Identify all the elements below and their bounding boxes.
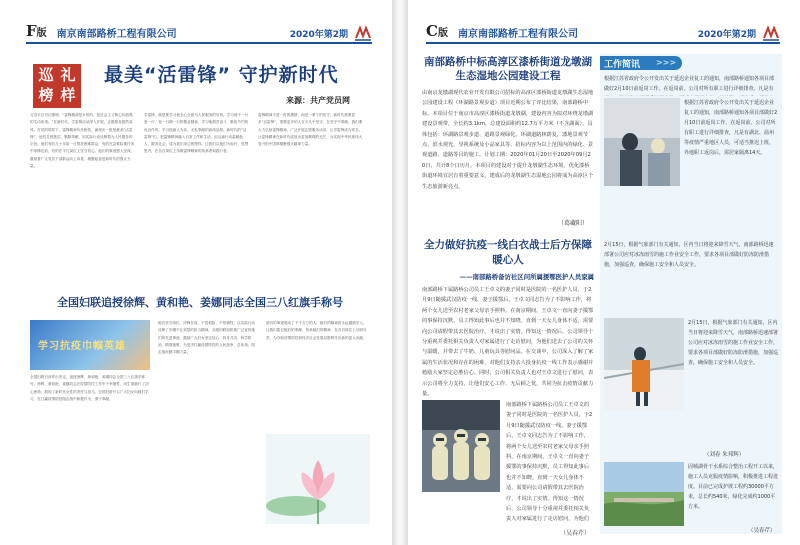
article-subtitle: ——南部路桥备访社区问所属援鄂医护人员家属 xyxy=(459,273,594,281)
news-brief-credit: （刘春 朱邦辉） xyxy=(704,452,745,458)
column-banner xyxy=(600,56,682,70)
article-credit: （吴春芹） xyxy=(560,530,591,537)
photo-caption-text: 学习抗疫巾帼英雄 xyxy=(38,341,126,352)
article-body: 南部路桥下属路桥公司员工王卓文的妻子同时是医院的一名医护人员，于2月9日随援武汉防疫一线。妻子援鄂后，王卓文同志告为了不影响工作，将两个女儿送至农村老家父母亲手照料。在南京期间，王卓文一直向妻子援鄂的事保持沉默，员工得知此事后也并不知晓。直到一天女儿身体不适，需要向公司请假带其去医院治疗，才说出了实情。得知这一情况后，公司领导十分重视并委托相关负责人对家属进行了走访慰问，为他们送去了公司的关怀与温暖，并带去了牛奶、儿童玩具等慰问品。在交谈中，公司深入了解了家属的生活状况和存在的困难，对他们支持亲人投身抗疫一线工作表示感谢并勉励大家坚定必胜信心。同时，公司相关负责人也对王卓文进行了慰问，表示公司将全力支持，让他们安心工作、无后顾之忧，共同为抗击疫情贡献力量。 xyxy=(422,287,594,398)
news-photo xyxy=(604,98,680,186)
article-title: 全力做好抗疫一线白衣战士后方保障暖心人 xyxy=(424,239,592,266)
publication-name: 南京南部路桥工程有限公司 xyxy=(56,29,177,40)
article-column: 全国妇联日前作出决定，追授徐辉、黄和艳、姜娜同志全国三八红旗手称号。徐辉、黄和艳、姜娜同志在疫情防控工作中不幸牺牲，用生命践行了初心使命，展现了新时代女性的责任与担当。全国妇联号召广大妇女向她们学习，在打赢疫情防控阻击战中积极作为、勇于奉献。 xyxy=(30,375,149,401)
article-column: 习近平总书记强调，“雷锋精神是永恒的，是社会主义核心价值观的生动体现。”在新时代，学雷锋活动深入开展，志愿服务蔚然成风。在党的领导下，雷锋精神代代相传，涌现出一批批最美“活雷锋”，他们扎根基层，默默奉献，用实际行动诠释着为人民服务的宗旨。他们有的几十年如一日帮扶困难群众，有的在急难险重任务中冲锋在前，有的在平凡岗位上坚守初心。他们的事迹感人至深，激励着广大党员干部群众向上向善，凝聚起奋进新时代的强大力量。 xyxy=(30,113,135,169)
seal-stamp: 巡 礼 榜 样 xyxy=(33,64,81,108)
column-arrows: >>> xyxy=(656,58,677,67)
news-brief-item: 2月15日，根据气象部门有关通知，区内当日将迎来降雪天气，南部路桥迅速部署公司应对冰冻雨雪的施工作业安全工作，要求各项目部做好防冻防滑措施，加强巡查，确保施工安全和人员安全。 xyxy=(604,242,774,268)
company-logo-icon xyxy=(762,24,780,42)
article-title: 最美“活雷锋” 守护新时代 xyxy=(104,64,339,86)
issue-number: 2020年第2期 xyxy=(697,30,756,40)
page-section-label: F版 xyxy=(26,22,47,40)
article-source: 来源：共产党员网 xyxy=(286,96,350,105)
page-section-label: C版 xyxy=(426,22,448,40)
article-body-continued: 南部路桥下属路桥公司员工王卓文的妻子同时是医院的一名医护人员，于2月9日随援武汉防疫一线。妻子援鄂后，王卓文同志告为了不影响工作，将两个女儿送至农村老家父母亲手照料。在南京期间，王卓文一直向妻子援鄂的事保持沉默，员工得知此事后也并不知晓。直到一天女儿身体不适，需要向公司请假带其去医院治疗，才说出了实情。得知这一情况后，公司领导十分重视并委托相关负责人对家属进行了走访慰问，为他们 xyxy=(506,402,593,523)
article-column: 她们的事迹感动了千千万万的人，她们的精神将永远激励后人。让我们铭记她们的奉献，传承她们的精神，在各自岗位上尽职尽责，为夺取疫情防控和经济社会发展双胜利作出新的更大贡献。 xyxy=(266,321,367,340)
news-brief-item: 根据江苏省政府令公开发出关于延迟企业复工的通知，南部路桥通知各项目部做好2月10日前返岗工作。在返岗前，公司对所有职工进行详细排查，凡是有湖北、温州等疫情严重地区人员，可适当推迟上班，外地职工返岗后，需居家隔离14天。 xyxy=(684,100,778,156)
column-title: 工作简讯 xyxy=(604,60,641,70)
news-photo xyxy=(604,318,684,410)
article-credit: （葛藏阳） xyxy=(558,220,589,227)
article-title: 全国妇联追授徐辉、黄和艳、姜娜同志全国三八红旗手称号 xyxy=(57,296,343,309)
article-photo xyxy=(30,320,150,370)
article-column: 雷锋精神不是一时的激情，而是一辈子的坚守。新时代需要更多“活雷锋”，需要更多的人在平凡中坚守、在坚守中奉献。我们要大力弘扬雷锋精神，广泛开展志愿服务活动，让学雷锋成为常态，让雷锋精神在新时代绽放出更加璀璨的光芒，为实现中华民族伟大复兴的中国梦凝聚强大精神力量。 xyxy=(258,113,363,147)
company-logo-icon xyxy=(354,24,372,42)
lotus-illustration xyxy=(266,434,370,524)
article-title: 南部路桥中标高淳区漆桥街道龙墩湖生态湿地公园建设工程 xyxy=(424,56,592,82)
news-brief-credit: （吴春芹） xyxy=(748,528,776,534)
news-photo xyxy=(604,462,684,526)
news-brief-item: 固城湖骨干水系综合整治工程开工以来，施工人员克服疫情影响，积极推进工程进度。目前已完成护坡工程约30000平方米，总长约540米，绿化完成约1000平方米。 xyxy=(688,464,778,510)
publication-name: 南京南部路桥工程有限公司 xyxy=(457,29,578,40)
article-column: 她们坚守岗位、冲锋在前，不畏艰险、不怕牺牲，以实际行动诠释了巾帼不让须眉的担当精神。各级妇联组织要广泛宣传她们的先进事迹，激励广大妇女坚定信心、同舟共济、科学防治、精准施策，为坚决打赢疫情防控的人民战争、总体战、阻击战贡献巾帼力量。 xyxy=(158,321,256,355)
page-gutter xyxy=(392,0,408,545)
right-page xyxy=(408,0,800,545)
article-column: 学雷锋，就是要学习他全心全意为人民服务的宗旨，学习他干一行爱一行、钻一行精一行的敬业精神，学习他艰苦奋斗、勤俭节约的优良作风，学习他助人为乐、无私奉献的高尚品格。新时代的“活雷锋”们，把雷锋精神融入日常工作和生活，用点滴行动温暖他人、服务社会，成为我们身边的榜样。让我们以他们为标杆，见贤思齐，在各自岗位上争做雷锋精神的传承者和践行者。 xyxy=(144,113,249,154)
news-brief-item: 2月15日，根据气象部门有关通知，区内当日将迎来降雪天气，南部路桥迅速部署公司应对冰冻雨雪的施工作业安全工作，要求各项目部做好防冻防滑措施，加强巡查，确保施工安全和人员安全。 xyxy=(688,320,778,366)
left-page-header xyxy=(26,24,372,44)
issue-number: 2020年第2期 xyxy=(289,30,348,40)
left-page xyxy=(0,0,392,545)
article-body: 由南京龙墩湖现代农业开发有限公司招标的高淳区漆桥街道龙墩湖生态湿地公园建设工程（环湖路景观步道）项目近期公布了评比结果，南部路桥中标。本项目位于南京市高淳区漆桥街道龙墩湖，建设内容为拟对环绕龙墩湖建设景观带，全长约3.1km，总建设面积约12.7万平方米（不含湖面），具体包括：环湖路景观步道、道路景观绿化、环湖道路林荫复，漆地景观节点、滨水观光、导视系统及小品家具等。招标内容为以上范围内的绿化、景观道路、道路等目的施工，计划工期：2020年01月20日至2020年09月20日，共计8个日历月。本项目的建设对于提升龙墩湖生态环境、优化漆桥街道环境宜居有着重要意义，建成后的龙墩湖生态湿地公园将成为高淳区个生态旅游新亮点。 xyxy=(422,90,594,190)
article-photo xyxy=(422,400,500,492)
news-brief-item: 根据江苏省政府令公开发出关于延迟企业复工的通知，南部路桥通知各项目部做好2月10日前返岗工作。在返岗前，公司对所有职工进行详细排查，凡是有 xyxy=(604,76,775,92)
right-page-header xyxy=(426,24,780,44)
